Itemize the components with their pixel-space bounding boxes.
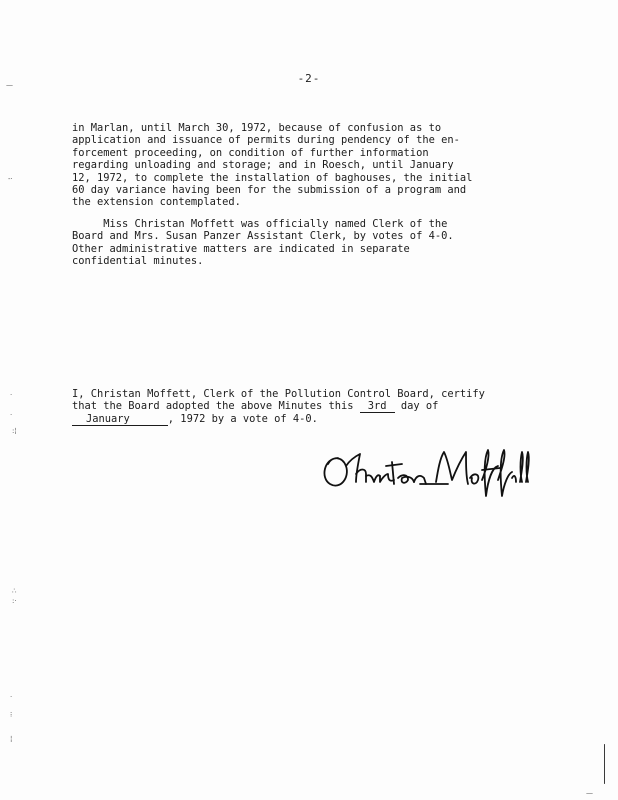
day-value: 3rd (360, 401, 395, 413)
scan-artifact: · (10, 391, 13, 399)
scan-artifact: -· (8, 175, 13, 183)
text-line: application and issuance of permits during pendency of the en- (72, 134, 460, 147)
scan-artifact: :· (12, 597, 17, 605)
scan-artifact (604, 744, 605, 784)
text-line: Board and Mrs. Susan Panzer Assistant Clerk, by votes of 4-0. (72, 230, 454, 243)
scan-artifact: :¦ (12, 427, 17, 435)
paragraph-variances (72, 122, 552, 209)
page-number: -2- (297, 72, 321, 85)
certification-line: I, Christan Moffett, Clerk of the Pollution Control Board, certify (72, 388, 485, 400)
signature-image (316, 440, 538, 500)
text-line: Other administrative matters are indicated in separate (72, 242, 410, 255)
text-line: confidential minutes. (72, 255, 204, 268)
certification-text: day of (400, 400, 439, 413)
scan-artifact: · (10, 411, 13, 419)
certification-line (72, 400, 552, 413)
paragraph-clerk-appointment (72, 218, 552, 268)
certification-line (72, 413, 552, 426)
text-line: the extension contemplated. (72, 196, 241, 209)
certification-text: , 1972 by a vote of 4-0. (167, 413, 318, 426)
scan-artifact: ⁝ (10, 711, 13, 719)
scan-artifact: ¦ (10, 735, 13, 743)
scan-artifact: — (586, 789, 593, 797)
text-line: Miss Christan Moffett was officially named Clerk of the (72, 218, 448, 230)
text-line: in Marlan, until March 30, 1972, because of confusion as to (72, 122, 442, 134)
scan-artifact: — (6, 81, 13, 89)
month-value: January (72, 414, 168, 426)
certification-block (72, 388, 552, 426)
text-line: 60 day variance having been for the submission of a program and (72, 184, 467, 197)
text-line: regarding unloading and storage; and in Roesch, until January (72, 159, 454, 172)
certification-text: that the Board adopted the above Minutes this (72, 400, 354, 413)
scan-artifact: · (10, 693, 13, 701)
text-line: forcement proceeding, on condition of further information (72, 146, 429, 159)
text-line: 12, 1972, to complete the installation of baghouses, the initial (72, 171, 473, 184)
scan-artifact: ∴ (12, 587, 17, 595)
